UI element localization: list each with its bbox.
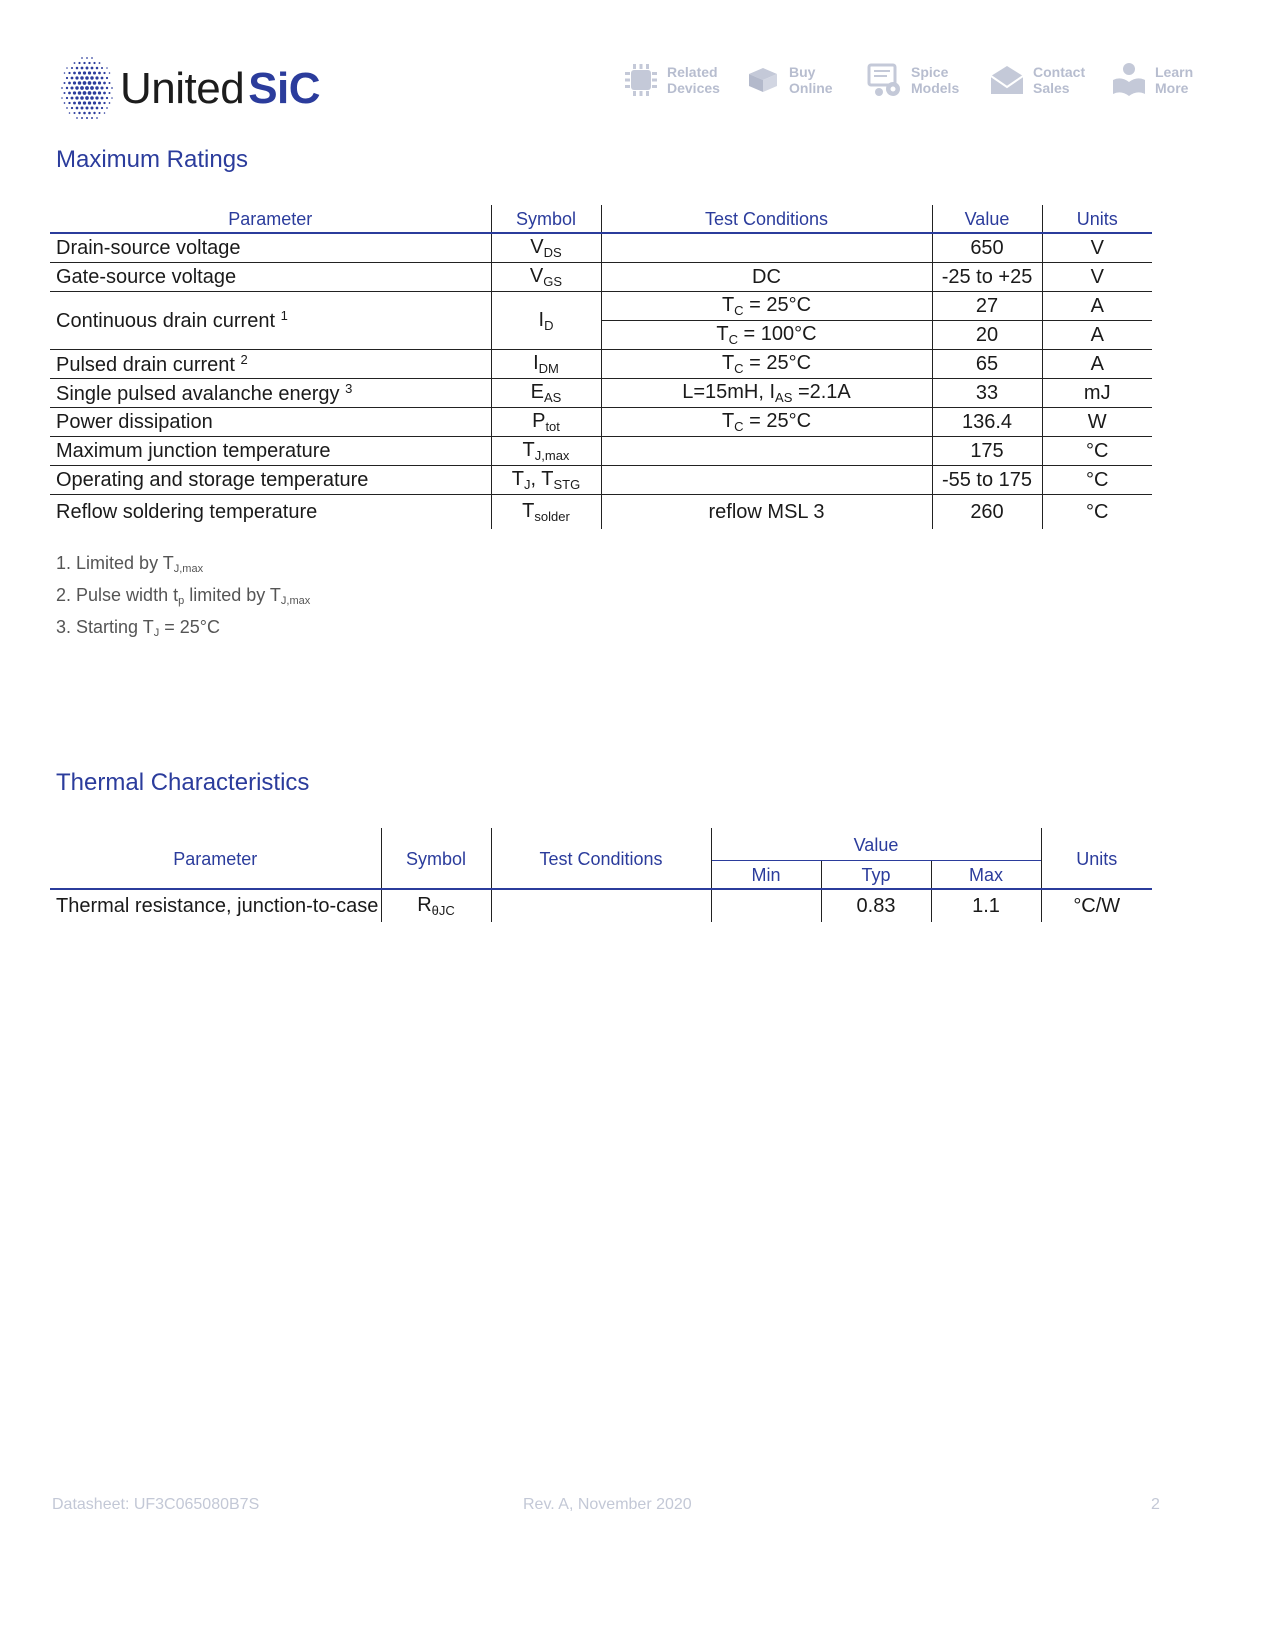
thermal-title: Thermal Characteristics <box>56 769 310 796</box>
param-cell: Drain-source voltage <box>56 236 241 259</box>
units-cell: W <box>1042 408 1152 437</box>
table-header-row <box>50 828 1152 861</box>
condition-cell: L=15mH, $I_{AS} =2.1A$ <box>601 379 932 408</box>
param-cell: Single pulsed avalanche energy $^3$ <box>50 379 491 408</box>
units-cell: °C <box>1042 466 1152 495</box>
units-cell: V <box>1042 263 1152 292</box>
col-header-typ: Typ <box>821 861 931 890</box>
box-icon <box>743 60 783 100</box>
value-cell: 136.4 <box>932 408 1042 437</box>
footer-revision: Rev. A, November 2020 <box>523 1496 692 1513</box>
value-cell: 175 <box>932 437 1042 466</box>
table-row <box>50 437 1152 466</box>
typ-cell: 0.83 <box>821 889 931 922</box>
symbol-cell: $P_{tot}$ <box>491 408 601 437</box>
max-cell: 1.1 <box>931 889 1041 922</box>
footnote-ref: 1 <box>280 308 288 323</box>
table-row <box>50 233 1152 263</box>
condition-cell <box>601 233 932 263</box>
condition-cell: reflow MSL 3 <box>601 495 932 530</box>
col-header-symbol: Symbol <box>491 205 601 233</box>
symbol-cell: $V_{GS}$ <box>491 263 601 292</box>
table-row <box>50 379 1152 408</box>
param-cell: Thermal resistance, junction-to-case <box>56 894 379 917</box>
value-cell: 27 <box>932 292 1042 321</box>
units-cell: mJ <box>1042 379 1152 408</box>
footer-datasheet-id: Datasheet: UF3C065080B7S <box>52 1496 260 1513</box>
footnotes <box>56 550 310 646</box>
col-header-symbol: Symbol <box>381 828 491 889</box>
units-cell: A <box>1042 321 1152 350</box>
spice-models-link[interactable] <box>865 60 971 100</box>
condition-cell: $T_C = 25^\circ C$ <box>601 292 932 321</box>
table-row <box>50 889 1152 922</box>
symbol-cell: $I_D$ <box>491 292 601 350</box>
logo-dot-globe-icon <box>58 54 116 124</box>
col-header-conditions: Test Conditions <box>601 205 932 233</box>
table-row <box>50 466 1152 495</box>
thermal-table <box>50 828 1152 922</box>
table-row <box>50 495 1152 530</box>
value-cell: 65 <box>932 350 1042 379</box>
col-header-parameter: Parameter <box>50 828 381 889</box>
param-cell: Maximum junction temperature <box>50 437 491 466</box>
param-cell: Reflow soldering temperature <box>50 495 491 530</box>
table-header-row <box>50 205 1152 233</box>
value-cell: -25 to +25 <box>932 263 1042 292</box>
col-header-max: Max <box>931 861 1041 890</box>
contact-sales-link[interactable] <box>987 60 1093 100</box>
learn-more-link[interactable] <box>1109 60 1215 100</box>
units-cell: V <box>1042 233 1152 263</box>
logo-text-sic: SiC <box>248 64 321 113</box>
contact-sales-label: Contact Sales <box>1033 64 1086 96</box>
col-header-value: Value <box>932 205 1042 233</box>
footnote-ref: 3 <box>345 380 353 396</box>
footnote-item: 2. Pulse width $t_p$ limited by $T_{J,max}$ <box>56 585 311 607</box>
units-cell: °C <box>1042 437 1152 466</box>
spice-model-icon <box>865 60 905 100</box>
param-cell: Gate-source voltage <box>50 263 491 292</box>
units-cell: °C <box>1042 495 1152 530</box>
symbol-cell: $V_{DS}$ <box>491 233 601 263</box>
table-row <box>50 292 1152 321</box>
param-cell: Operating and storage temperature <box>50 466 491 495</box>
param-cell: Continuous drain current $^1$ <box>50 292 491 350</box>
learn-more-label: Learn More <box>1155 64 1194 96</box>
value-cell: 260 <box>932 495 1042 530</box>
header-nav <box>621 60 1215 100</box>
reader-icon <box>1109 60 1149 100</box>
unitedsic-logo <box>58 54 320 124</box>
condition-cell <box>601 437 932 466</box>
symbol-cell: $T_{J,max}$ <box>491 437 601 466</box>
footnote-item: 3. Starting $T_J = 25^\circ C$ <box>56 617 220 639</box>
param-cell: Power dissipation <box>50 408 491 437</box>
max-ratings-title: Maximum Ratings <box>56 146 249 173</box>
col-header-value: Value <box>711 828 1041 861</box>
max-ratings-table <box>50 205 1152 529</box>
value-cell: 650 <box>932 233 1042 263</box>
units-cell: A <box>1042 292 1152 321</box>
min-cell <box>711 889 821 922</box>
table-row <box>50 408 1152 437</box>
condition-cell: DC <box>601 263 932 292</box>
value-cell: 33 <box>932 379 1042 408</box>
condition-cell <box>601 466 932 495</box>
col-header-conditions: Test Conditions <box>491 828 711 889</box>
col-header-min: Min <box>711 861 821 890</box>
col-header-units: Units <box>1042 205 1152 233</box>
logo-text-united: United <box>120 64 245 113</box>
table-row <box>50 263 1152 292</box>
buy-online-link[interactable] <box>743 60 849 100</box>
symbol-cell: $I_{DM}$ <box>491 350 601 379</box>
footnote-item: 1. Limited by $T_{J,max}$ <box>56 553 204 575</box>
symbol-cell: $T_J$, $T_{STG}$ <box>491 466 601 495</box>
condition-cell: $T_C = 25^\circ C$ <box>601 408 932 437</box>
condition-cell: $T_C = 25^\circ C$ <box>601 350 932 379</box>
condition-cell: $T_C = 100^\circ C$ <box>601 321 932 350</box>
value-cell: 20 <box>932 321 1042 350</box>
buy-online-label: Buy Online <box>789 64 833 96</box>
col-header-parameter: Parameter <box>50 205 491 233</box>
related-devices-link[interactable] <box>621 60 727 100</box>
spice-models-label: Spice Models <box>911 64 960 96</box>
units-cell: °C/W <box>1041 889 1152 922</box>
symbol-cell: $E_{AS}$ <box>491 379 601 408</box>
table-row <box>50 350 1152 379</box>
chip-icon <box>621 60 661 100</box>
symbol-cell: $R_{\theta JC}$ <box>381 889 491 922</box>
footer-page-number: 2 <box>1151 1496 1160 1513</box>
symbol-cell: $T_{solder}$ <box>491 495 601 530</box>
units-cell: A <box>1042 350 1152 379</box>
footnote-ref: 2 <box>240 351 248 367</box>
col-header-units: Units <box>1041 828 1152 889</box>
condition-cell <box>491 889 711 922</box>
value-cell: -55 to 175 <box>932 466 1042 495</box>
param-cell: Pulsed drain current $^2$ <box>50 350 491 379</box>
envelope-icon <box>987 60 1027 100</box>
related-devices-label: Related Devices <box>667 64 720 96</box>
